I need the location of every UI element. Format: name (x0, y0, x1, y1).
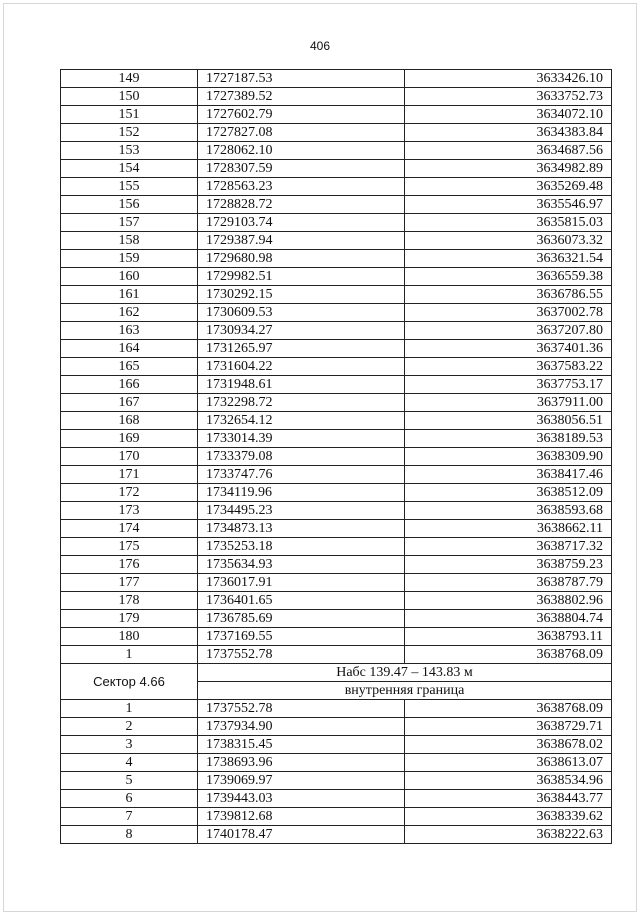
y-coordinate-cell: 3636786.55 (405, 286, 612, 304)
table-row (61, 826, 612, 844)
table-row (61, 286, 612, 304)
point-number-cell: 175 (61, 538, 198, 556)
y-coordinate-cell: 3634383.84 (405, 124, 612, 142)
y-coordinate-cell: 3636559.38 (405, 268, 612, 286)
table-row (61, 556, 612, 574)
point-number-cell: 158 (61, 232, 198, 250)
table-body-part-1 (61, 70, 612, 664)
table-row (61, 340, 612, 358)
y-coordinate-cell: 3638534.96 (405, 772, 612, 790)
table-row (61, 376, 612, 394)
y-coordinate-cell: 3638793.11 (405, 628, 612, 646)
point-number-cell: 157 (61, 214, 198, 232)
point-number-cell: 1 (61, 646, 198, 664)
point-number-cell: 174 (61, 520, 198, 538)
y-coordinate-cell: 3637401.36 (405, 340, 612, 358)
sector-header (61, 664, 612, 700)
y-coordinate-cell: 3635815.03 (405, 214, 612, 232)
table-row (61, 232, 612, 250)
table-row (61, 808, 612, 826)
point-number-cell: 179 (61, 610, 198, 628)
table-row (61, 322, 612, 340)
x-coordinate-cell: 1734495.23 (198, 502, 405, 520)
y-coordinate-cell: 3637583.22 (405, 358, 612, 376)
coordinates-table (60, 69, 612, 844)
y-coordinate-cell: 3637753.17 (405, 376, 612, 394)
y-coordinate-cell: 3635269.48 (405, 178, 612, 196)
point-number-cell: 149 (61, 70, 198, 88)
y-coordinate-cell: 3634687.56 (405, 142, 612, 160)
x-coordinate-cell: 1736401.65 (198, 592, 405, 610)
x-coordinate-cell: 1739069.97 (198, 772, 405, 790)
y-coordinate-cell: 3638768.09 (405, 700, 612, 718)
point-number-cell: 177 (61, 574, 198, 592)
point-number-cell: 156 (61, 196, 198, 214)
point-number-cell: 170 (61, 448, 198, 466)
table-row (61, 736, 612, 754)
x-coordinate-cell: 1733379.08 (198, 448, 405, 466)
y-coordinate-cell: 3638804.74 (405, 610, 612, 628)
x-coordinate-cell: 1729982.51 (198, 268, 405, 286)
x-coordinate-cell: 1737934.90 (198, 718, 405, 736)
x-coordinate-cell: 1740178.47 (198, 826, 405, 844)
x-coordinate-cell: 1728828.72 (198, 196, 405, 214)
table-row (61, 790, 612, 808)
x-coordinate-cell: 1728062.10 (198, 142, 405, 160)
point-number-cell: 154 (61, 160, 198, 178)
y-coordinate-cell: 3638339.62 (405, 808, 612, 826)
table-row (61, 304, 612, 322)
point-number-cell: 8 (61, 826, 198, 844)
y-coordinate-cell: 3638759.23 (405, 556, 612, 574)
x-coordinate-cell: 1727187.53 (198, 70, 405, 88)
table-row (61, 178, 612, 196)
point-number-cell: 7 (61, 808, 198, 826)
table-row (61, 394, 612, 412)
table-row (61, 268, 612, 286)
x-coordinate-cell: 1727389.52 (198, 88, 405, 106)
point-number-cell: 152 (61, 124, 198, 142)
y-coordinate-cell: 3638189.53 (405, 430, 612, 448)
x-coordinate-cell: 1729680.98 (198, 250, 405, 268)
table-row (61, 214, 612, 232)
table-row (61, 484, 612, 502)
point-number-cell: 163 (61, 322, 198, 340)
point-number-cell: 172 (61, 484, 198, 502)
x-coordinate-cell: 1728563.23 (198, 178, 405, 196)
table-row (61, 646, 612, 664)
x-coordinate-cell: 1730609.53 (198, 304, 405, 322)
point-number-cell: 162 (61, 304, 198, 322)
y-coordinate-cell: 3638678.02 (405, 736, 612, 754)
table-row (61, 538, 612, 556)
point-number-cell: 161 (61, 286, 198, 304)
table-row (61, 430, 612, 448)
x-coordinate-cell: 1729103.74 (198, 214, 405, 232)
table-row (61, 160, 612, 178)
x-coordinate-cell: 1737552.78 (198, 700, 405, 718)
table-row (61, 718, 612, 736)
y-coordinate-cell: 3637911.00 (405, 394, 612, 412)
y-coordinate-cell: 3638443.77 (405, 790, 612, 808)
point-number-cell: 1 (61, 700, 198, 718)
sector-label: Сектор 4.66 (61, 664, 198, 700)
height-range-label: Набс 139.47 – 143.83 м (198, 664, 612, 682)
x-coordinate-cell: 1731948.61 (198, 376, 405, 394)
page-number: 406 (309, 39, 331, 53)
y-coordinate-cell: 3638417.46 (405, 466, 612, 484)
table-row (61, 70, 612, 88)
table-row (61, 520, 612, 538)
x-coordinate-cell: 1737552.78 (198, 646, 405, 664)
x-coordinate-cell: 1732298.72 (198, 394, 405, 412)
table-row (61, 448, 612, 466)
table-row (61, 250, 612, 268)
x-coordinate-cell: 1739443.03 (198, 790, 405, 808)
y-coordinate-cell: 3638222.63 (405, 826, 612, 844)
y-coordinate-cell: 3638802.96 (405, 592, 612, 610)
point-number-cell: 171 (61, 466, 198, 484)
x-coordinate-cell: 1729387.94 (198, 232, 405, 250)
x-coordinate-cell: 1728307.59 (198, 160, 405, 178)
table-row (61, 592, 612, 610)
y-coordinate-cell: 3638768.09 (405, 646, 612, 664)
y-coordinate-cell: 3637207.80 (405, 322, 612, 340)
x-coordinate-cell: 1737169.55 (198, 628, 405, 646)
point-number-cell: 165 (61, 358, 198, 376)
table-body-part-2 (61, 700, 612, 844)
point-number-cell: 3 (61, 736, 198, 754)
y-coordinate-cell: 3634072.10 (405, 106, 612, 124)
point-number-cell: 167 (61, 394, 198, 412)
boundary-label: внутренняя граница (198, 682, 612, 700)
table-row (61, 196, 612, 214)
x-coordinate-cell: 1730292.15 (198, 286, 405, 304)
point-number-cell: 153 (61, 142, 198, 160)
x-coordinate-cell: 1734119.96 (198, 484, 405, 502)
x-coordinate-cell: 1731604.22 (198, 358, 405, 376)
table-row (61, 142, 612, 160)
x-coordinate-cell: 1735634.93 (198, 556, 405, 574)
y-coordinate-cell: 3633426.10 (405, 70, 612, 88)
x-coordinate-cell: 1733747.76 (198, 466, 405, 484)
x-coordinate-cell: 1732654.12 (198, 412, 405, 430)
point-number-cell: 166 (61, 376, 198, 394)
x-coordinate-cell: 1736017.91 (198, 574, 405, 592)
point-number-cell: 6 (61, 790, 198, 808)
table-row (61, 106, 612, 124)
x-coordinate-cell: 1727827.08 (198, 124, 405, 142)
table-row (61, 574, 612, 592)
y-coordinate-cell: 3638729.71 (405, 718, 612, 736)
point-number-cell: 164 (61, 340, 198, 358)
table-row (61, 754, 612, 772)
table-row (61, 358, 612, 376)
point-number-cell: 159 (61, 250, 198, 268)
y-coordinate-cell: 3636073.32 (405, 232, 612, 250)
x-coordinate-cell: 1738315.45 (198, 736, 405, 754)
table-row (61, 88, 612, 106)
table-row (61, 502, 612, 520)
table-row (61, 628, 612, 646)
point-number-cell: 180 (61, 628, 198, 646)
y-coordinate-cell: 3638787.79 (405, 574, 612, 592)
y-coordinate-cell: 3634982.89 (405, 160, 612, 178)
x-coordinate-cell: 1730934.27 (198, 322, 405, 340)
table-row (61, 124, 612, 142)
y-coordinate-cell: 3638056.51 (405, 412, 612, 430)
point-number-cell: 168 (61, 412, 198, 430)
x-coordinate-cell: 1739812.68 (198, 808, 405, 826)
x-coordinate-cell: 1731265.97 (198, 340, 405, 358)
table-row (61, 412, 612, 430)
x-coordinate-cell: 1727602.79 (198, 106, 405, 124)
point-number-cell: 2 (61, 718, 198, 736)
point-number-cell: 155 (61, 178, 198, 196)
y-coordinate-cell: 3636321.54 (405, 250, 612, 268)
y-coordinate-cell: 3633752.73 (405, 88, 612, 106)
sector-header-row-1 (61, 664, 612, 682)
y-coordinate-cell: 3638593.68 (405, 502, 612, 520)
y-coordinate-cell: 3638662.11 (405, 520, 612, 538)
table-row (61, 772, 612, 790)
point-number-cell: 4 (61, 754, 198, 772)
point-number-cell: 178 (61, 592, 198, 610)
y-coordinate-cell: 3638613.07 (405, 754, 612, 772)
point-number-cell: 150 (61, 88, 198, 106)
x-coordinate-cell: 1736785.69 (198, 610, 405, 628)
y-coordinate-cell: 3637002.78 (405, 304, 612, 322)
table-row (61, 700, 612, 718)
point-number-cell: 176 (61, 556, 198, 574)
table-row (61, 610, 612, 628)
x-coordinate-cell: 1733014.39 (198, 430, 405, 448)
table-row (61, 466, 612, 484)
y-coordinate-cell: 3638512.09 (405, 484, 612, 502)
point-number-cell: 151 (61, 106, 198, 124)
point-number-cell: 5 (61, 772, 198, 790)
y-coordinate-cell: 3638717.32 (405, 538, 612, 556)
x-coordinate-cell: 1735253.18 (198, 538, 405, 556)
point-number-cell: 160 (61, 268, 198, 286)
x-coordinate-cell: 1738693.96 (198, 754, 405, 772)
point-number-cell: 173 (61, 502, 198, 520)
point-number-cell: 169 (61, 430, 198, 448)
y-coordinate-cell: 3635546.97 (405, 196, 612, 214)
y-coordinate-cell: 3638309.90 (405, 448, 612, 466)
x-coordinate-cell: 1734873.13 (198, 520, 405, 538)
